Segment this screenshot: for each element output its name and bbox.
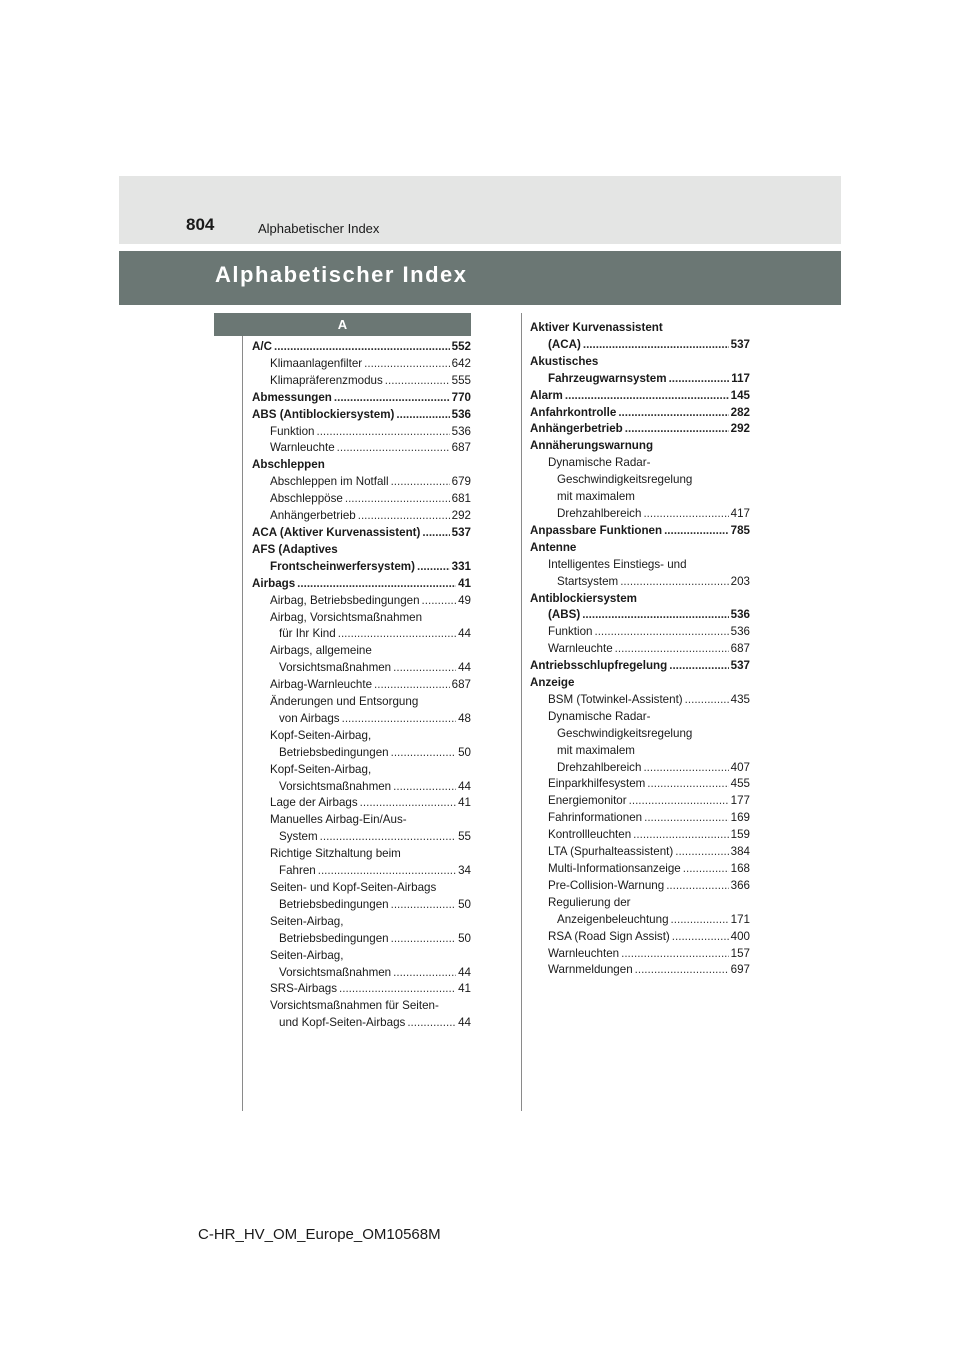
index-entry-label: Antiblockiersystem xyxy=(530,591,637,605)
dot-leader xyxy=(407,1015,456,1032)
index-entry-label: Dynamische Radar- xyxy=(548,456,651,470)
index-entry xyxy=(530,574,750,591)
index-entry-page: 177 xyxy=(730,794,750,808)
dot-leader xyxy=(422,593,457,610)
index-entry xyxy=(252,795,471,812)
index-entry-label: ACA (Aktiver Kurvenassistent) xyxy=(252,525,421,539)
index-entry-page: 41 xyxy=(458,796,471,810)
index-entry-page: 536 xyxy=(730,608,750,622)
index-entry-page: 41 xyxy=(458,576,471,590)
index-entry xyxy=(530,506,750,523)
column-divider-right xyxy=(521,313,522,1111)
index-entry-label: Frontscheinwerfersystem) xyxy=(270,559,415,573)
index-entry xyxy=(252,440,471,457)
index-entry-page: 169 xyxy=(730,811,750,825)
dot-leader xyxy=(391,931,457,948)
index-entry xyxy=(530,405,750,422)
dot-leader xyxy=(582,607,728,624)
dot-leader xyxy=(364,356,450,373)
index-entry xyxy=(530,320,750,337)
dot-leader xyxy=(647,776,728,793)
index-entry-label: Pre-Collision-Warnung xyxy=(548,878,665,892)
index-entry xyxy=(530,946,750,963)
index-entry-label: Vorsichtsmaßnahmen für Seiten- xyxy=(270,999,439,1013)
dot-leader xyxy=(342,711,457,728)
index-entry-page: 536 xyxy=(451,424,471,438)
index-entry-label: mit maximalem xyxy=(557,743,635,757)
index-entry-label: Intelligentes Einstiegs- und xyxy=(548,557,687,571)
index-entry-label: Kontrollleuchten xyxy=(548,828,632,842)
index-entry-label: Multi-Informationsanzeige xyxy=(548,862,681,875)
dot-leader xyxy=(391,474,450,491)
index-entry-label: für Ihr Kind xyxy=(279,627,336,641)
index-entry-label: (ACA) xyxy=(548,337,581,351)
index-entry xyxy=(252,948,471,965)
index-entry xyxy=(530,810,750,827)
index-entry xyxy=(252,745,471,762)
index-entry-page: 50 xyxy=(458,745,471,759)
index-entry-page: 168 xyxy=(730,862,750,875)
index-column-right xyxy=(530,320,750,979)
dot-leader xyxy=(565,388,729,405)
index-entry-label: Airbag-Warnleuchte xyxy=(270,678,373,692)
index-entry-page: 407 xyxy=(730,760,750,774)
dot-leader xyxy=(621,946,729,963)
index-entry-label: Drehzahlbereich xyxy=(557,506,642,520)
index-entry-label: Abmessungen xyxy=(252,390,332,404)
index-entry xyxy=(252,626,471,643)
index-entry-label: Abschleppen xyxy=(252,458,325,472)
index-entry-page: 552 xyxy=(451,340,471,353)
index-entry-label: Aktiver Kurvenassistent xyxy=(530,321,663,334)
index-entry-label: Warnmeldungen xyxy=(548,963,633,977)
index-entry-page: 384 xyxy=(730,845,750,859)
index-entry-label: A/C xyxy=(252,340,272,353)
index-entry-label: Richtige Sitzhaltung beim xyxy=(270,847,401,861)
index-entry-label: Kopf-Seiten-Airbag, xyxy=(270,762,372,776)
index-entry-label: Seiten-Airbag, xyxy=(270,948,344,962)
index-entry-label: Drehzahlbereich xyxy=(557,760,642,774)
index-entry xyxy=(252,694,471,711)
index-entry xyxy=(530,337,750,354)
index-entry-page: 34 xyxy=(458,864,471,878)
dot-leader xyxy=(417,559,450,576)
index-entry-label: Airbags, allgemeine xyxy=(270,644,372,658)
dot-leader xyxy=(396,407,449,424)
dot-leader xyxy=(669,371,730,388)
index-entry-label: Anpassbare Funktionen xyxy=(530,523,663,537)
dot-leader xyxy=(672,929,729,946)
index-entry-page: 44 xyxy=(458,1016,471,1030)
index-entry xyxy=(252,407,471,424)
dot-leader xyxy=(635,962,729,979)
index-entry-page: 681 xyxy=(451,492,471,506)
index-entry xyxy=(252,508,471,525)
index-entry-label: Klimaanlagenfilter xyxy=(270,356,363,370)
index-entry xyxy=(252,339,471,356)
dot-leader xyxy=(320,829,456,846)
index-entry xyxy=(530,962,750,979)
index-entry xyxy=(530,421,750,438)
index-entry-label: von Airbags xyxy=(279,711,340,725)
index-entry-page: 117 xyxy=(731,371,750,385)
index-entry-label: Airbag, Vorsichtsmaßnahmen xyxy=(270,610,423,624)
index-entry xyxy=(252,914,471,931)
dot-leader xyxy=(643,760,728,777)
dot-leader xyxy=(391,745,457,762)
index-entry xyxy=(252,931,471,948)
index-entry-label: Lage der Airbags xyxy=(270,796,358,810)
index-entry-page: 455 xyxy=(730,777,750,791)
index-entry-label: Annäherungswarnung xyxy=(530,439,654,453)
index-entry-page: 171 xyxy=(730,912,750,926)
index-entry-label: Startsystem xyxy=(557,574,619,588)
dot-leader xyxy=(671,912,729,929)
index-entry-label: Abschleppen im Notfall xyxy=(270,475,389,489)
index-entry xyxy=(252,998,471,1015)
index-entry-label: Anzeige xyxy=(530,676,575,690)
dot-leader xyxy=(316,424,449,441)
index-entry xyxy=(252,643,471,660)
index-entry-label: Änderungen und Entsorgung xyxy=(270,695,419,709)
index-entry-page: 537 xyxy=(730,337,750,351)
index-entry xyxy=(530,878,750,895)
index-entry-label: Abschleppöse xyxy=(270,492,343,506)
index-entry xyxy=(252,424,471,441)
index-entry xyxy=(530,557,750,574)
dot-leader xyxy=(339,981,456,998)
index-entry-page: 50 xyxy=(458,931,471,945)
index-entry xyxy=(252,390,471,407)
index-entry xyxy=(252,373,471,390)
index-entry xyxy=(530,388,750,405)
index-entry xyxy=(252,965,471,982)
index-entry-label: Geschwindigkeitsregelung xyxy=(557,726,693,740)
index-entry-page: 203 xyxy=(730,574,750,588)
index-entry-page: 55 xyxy=(458,830,471,844)
dot-leader xyxy=(644,810,729,827)
index-entry-page: 687 xyxy=(730,642,750,656)
index-entry xyxy=(252,660,471,677)
index-entry-label: Manuelles Airbag-Ein/Aus- xyxy=(270,813,407,827)
index-entry-label: Betriebsbedingungen xyxy=(279,897,389,911)
index-entry xyxy=(252,897,471,914)
index-entry xyxy=(530,489,750,506)
index-entry xyxy=(530,793,750,810)
dot-leader xyxy=(685,692,729,709)
index-entry-page: 400 xyxy=(730,929,750,943)
index-entry-page: 642 xyxy=(451,356,471,370)
index-entry xyxy=(252,779,471,796)
index-entry-page: 679 xyxy=(451,475,471,489)
index-entry xyxy=(530,861,750,878)
index-entry-page: 687 xyxy=(451,678,471,692)
index-entry xyxy=(530,523,750,540)
index-entry xyxy=(530,675,750,692)
index-entry-page: 331 xyxy=(451,559,471,573)
index-entry-label: Warnleuchte xyxy=(548,642,613,656)
index-entry-page: 292 xyxy=(730,422,750,436)
index-entry-label: Airbag, Betriebsbedingungen xyxy=(270,593,420,607)
index-entry-page: 292 xyxy=(451,509,471,523)
index-entry xyxy=(252,880,471,897)
index-entry xyxy=(252,677,471,694)
index-entry-page: 687 xyxy=(451,441,471,455)
index-entry xyxy=(252,846,471,863)
index-entry-page: 555 xyxy=(451,373,471,387)
dot-leader xyxy=(643,506,728,523)
index-entry-page: 41 xyxy=(458,982,471,996)
index-entry xyxy=(252,356,471,373)
index-entry-page: 50 xyxy=(458,897,471,911)
index-entry xyxy=(252,474,471,491)
index-entry xyxy=(252,593,471,610)
dot-leader xyxy=(666,878,728,895)
index-entry xyxy=(530,591,750,608)
column-divider-left xyxy=(242,313,243,1111)
index-entry xyxy=(530,455,750,472)
index-entry xyxy=(530,726,750,743)
index-entry-label: Dynamische Radar- xyxy=(548,709,651,723)
dot-leader xyxy=(625,421,729,438)
index-entry-label: Funktion xyxy=(548,625,593,639)
dot-leader xyxy=(422,525,449,542)
index-entry xyxy=(530,912,750,929)
dot-leader xyxy=(274,339,450,356)
index-entry-page: 537 xyxy=(730,659,750,673)
index-entry xyxy=(530,776,750,793)
index-entry-page: 157 xyxy=(730,946,750,960)
dot-leader xyxy=(594,624,728,641)
index-entry xyxy=(530,827,750,844)
index-entry xyxy=(252,576,471,593)
dot-leader xyxy=(337,440,450,457)
running-title: Alphabetischer Index xyxy=(258,221,380,236)
index-entry-page: 366 xyxy=(730,878,750,892)
index-entry-label: System xyxy=(279,830,318,844)
index-entry-label: und Kopf-Seiten-Airbags xyxy=(279,1016,406,1030)
dot-leader xyxy=(358,508,450,525)
index-entry-label: Regulierung der xyxy=(548,895,631,909)
dot-leader xyxy=(393,660,456,677)
index-entry xyxy=(252,711,471,728)
index-entry-page: 282 xyxy=(730,405,750,419)
index-entry-label: Fahren xyxy=(279,864,316,878)
index-entry-label: ABS (Antiblockiersystem) xyxy=(252,407,395,421)
dot-leader xyxy=(618,405,728,422)
dot-leader xyxy=(669,658,728,675)
index-entry-label: Akustisches xyxy=(530,354,599,368)
dot-leader xyxy=(374,677,450,694)
index-entry-page: 44 xyxy=(458,627,471,641)
index-entry-label: Energiemonitor xyxy=(548,794,627,808)
index-entry-label: Warnleuchten xyxy=(548,946,620,960)
index-entry xyxy=(530,760,750,777)
index-entry xyxy=(252,863,471,880)
index-entry xyxy=(530,438,750,455)
dot-leader xyxy=(620,574,728,591)
index-entry xyxy=(530,658,750,675)
index-entry xyxy=(530,624,750,641)
index-entry xyxy=(252,812,471,829)
index-entry xyxy=(530,844,750,861)
index-entry xyxy=(252,1015,471,1032)
index-entry-label: Vorsichtsmaßnahmen xyxy=(279,965,392,979)
dot-leader xyxy=(345,491,450,508)
index-entry-label: LTA (Spurhalteassistent) xyxy=(548,845,674,859)
index-entry-page: 435 xyxy=(730,692,750,706)
index-entry-page: 697 xyxy=(730,963,750,977)
index-entry-label: Anfahrkontrolle xyxy=(530,405,617,419)
index-entry xyxy=(530,607,750,624)
index-entry xyxy=(530,895,750,912)
index-entry-page: 159 xyxy=(730,828,750,842)
dot-leader xyxy=(583,337,729,354)
index-entry-label: Seiten- und Kopf-Seiten-Airbags xyxy=(270,881,437,894)
dot-leader xyxy=(629,793,729,810)
index-entry-label: Einparkhilfesystem xyxy=(548,777,646,791)
document-code: C-HR_HV_OM_Europe_OM10568M xyxy=(198,1226,441,1243)
index-entry-label: Fahrzeugwarnsystem xyxy=(548,371,667,385)
index-entry-label: Warnleuchte xyxy=(270,441,335,455)
index-entry xyxy=(252,542,471,559)
index-entry xyxy=(252,610,471,627)
index-entry-label: BSM (Totwinkel-Assistent) xyxy=(548,692,683,706)
index-entry xyxy=(252,762,471,779)
index-entry-page: 417 xyxy=(730,506,750,520)
index-entry-page: 770 xyxy=(451,390,471,404)
index-entry-page: 536 xyxy=(451,407,471,421)
index-entry xyxy=(252,728,471,745)
index-entry xyxy=(530,540,750,557)
dot-leader xyxy=(393,965,456,982)
dot-leader xyxy=(385,373,450,390)
index-entry-label: RSA (Road Sign Assist) xyxy=(548,929,670,943)
index-entry xyxy=(530,641,750,658)
index-entry xyxy=(252,559,471,576)
dot-leader xyxy=(391,897,457,914)
index-entry-page: 785 xyxy=(730,523,750,537)
index-entry-label: Anhängerbetrieb xyxy=(530,422,623,436)
index-entry-label: (ABS) xyxy=(548,608,581,622)
index-entry-label: Funktion xyxy=(270,424,315,438)
index-entry-label: Vorsichtsmaßnahmen xyxy=(279,661,392,675)
page-title: Alphabetischer Index xyxy=(215,262,468,287)
dot-leader xyxy=(318,863,456,880)
index-entry-label: Geschwindigkeitsregelung xyxy=(557,473,693,487)
index-entry xyxy=(252,525,471,542)
index-entry-label: Fahrinformationen xyxy=(548,811,643,825)
dot-leader xyxy=(683,861,729,878)
index-entry-page: 44 xyxy=(458,965,471,979)
index-entry xyxy=(530,709,750,726)
page-number: 804 xyxy=(186,215,215,234)
index-entry xyxy=(530,692,750,709)
index-entry-label: SRS-Airbags xyxy=(270,982,338,996)
index-entry-label: Vorsichtsmaßnahmen xyxy=(279,779,392,793)
index-entry xyxy=(252,457,471,474)
index-entry-page: 44 xyxy=(458,661,471,675)
dot-leader xyxy=(675,844,728,861)
dot-leader xyxy=(393,779,456,796)
index-entry-page: 49 xyxy=(458,593,471,607)
index-entry-label: Anzeigenbeleuchtung xyxy=(557,912,669,926)
index-entry xyxy=(530,929,750,946)
index-entry-label: Antriebsschlupfregelung xyxy=(530,659,668,673)
index-entry xyxy=(252,829,471,846)
index-entry-page: 537 xyxy=(451,525,471,539)
index-entry xyxy=(530,743,750,760)
index-column-left xyxy=(252,339,471,1032)
dot-leader xyxy=(334,390,450,407)
index-entry-label: Betriebsbedingungen xyxy=(279,931,389,945)
index-entry-label: Airbags xyxy=(252,576,296,590)
index-entry xyxy=(530,472,750,489)
index-entry xyxy=(530,371,750,388)
dot-leader xyxy=(615,641,729,658)
index-entry-label: Kopf-Seiten-Airbag, xyxy=(270,728,372,742)
index-entry-page: 536 xyxy=(730,625,750,639)
index-entry-label: Alarm xyxy=(530,388,563,402)
index-entry-label: Anhängerbetrieb xyxy=(270,509,356,523)
index-entry-page: 145 xyxy=(730,388,750,402)
dot-leader xyxy=(338,626,456,643)
index-entry-label: Klimapräferenzmodus xyxy=(270,373,383,387)
index-entry-label: Seiten-Airbag, xyxy=(270,914,344,928)
index-entry-page: 48 xyxy=(458,711,471,725)
index-entry-label: Antenne xyxy=(530,540,577,554)
dot-leader xyxy=(664,523,729,540)
dot-leader xyxy=(633,827,729,844)
index-entry-label: mit maximalem xyxy=(557,490,635,504)
dot-leader xyxy=(360,795,456,812)
index-entry-label: Betriebsbedingungen xyxy=(279,745,389,759)
index-entry xyxy=(252,981,471,998)
section-letter-band: A xyxy=(214,313,471,336)
index-entry-label: AFS (Adaptives xyxy=(252,542,338,556)
index-entry xyxy=(530,354,750,371)
header-band xyxy=(119,176,841,244)
dot-leader xyxy=(297,576,456,593)
index-entry xyxy=(252,491,471,508)
index-entry-page: 44 xyxy=(458,779,471,793)
